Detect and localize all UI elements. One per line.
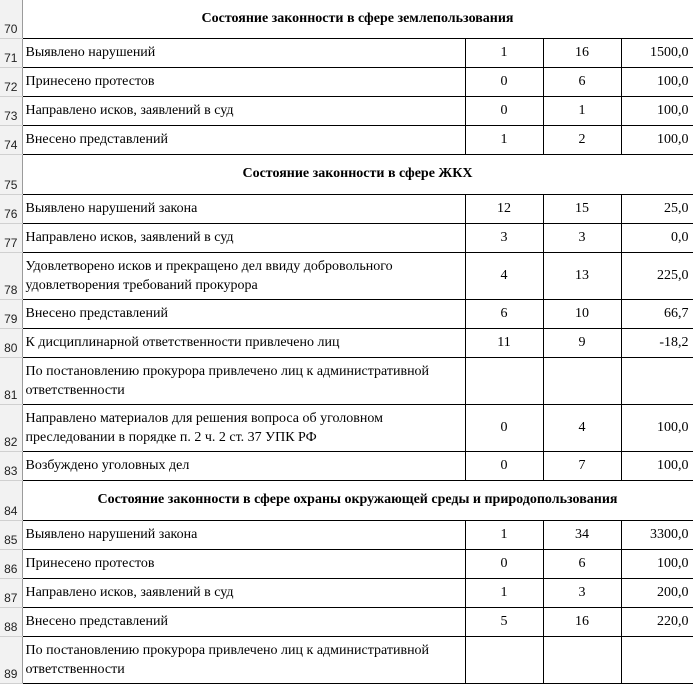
indicator-label-cell[interactable]: Выявлено нарушений закона	[22, 194, 465, 223]
current-period-value-cell[interactable]: 10	[543, 299, 621, 328]
change-percent-cell[interactable]: 100,0	[621, 549, 693, 578]
prev-period-value-cell[interactable]	[465, 636, 543, 683]
prev-period-value-cell[interactable]: 0	[465, 67, 543, 96]
row-number[interactable]: 84	[0, 480, 22, 520]
row-number[interactable]: 76	[0, 194, 22, 223]
indicator-label-cell[interactable]: Внесено представлений	[22, 125, 465, 154]
section-title[interactable]: Состояние законности в сфере охраны окружающей среды и природопользования	[22, 480, 693, 520]
table-row	[0, 194, 693, 223]
current-period-value-cell[interactable]: 34	[543, 520, 621, 549]
prev-period-value-cell[interactable]: 0	[465, 96, 543, 125]
table-row	[0, 328, 693, 357]
row-number[interactable]: 86	[0, 549, 22, 578]
row-number[interactable]: 79	[0, 299, 22, 328]
current-period-value-cell[interactable]: 3	[543, 223, 621, 252]
current-period-value-cell[interactable]: 16	[543, 607, 621, 636]
row-number[interactable]: 89	[0, 636, 22, 683]
indicator-label-cell[interactable]: Выявлено нарушений	[22, 38, 465, 67]
indicator-label-cell[interactable]: Внесено представлений	[22, 299, 465, 328]
change-percent-cell[interactable]	[621, 636, 693, 683]
change-percent-cell[interactable]: 66,7	[621, 299, 693, 328]
section-header-row	[0, 154, 693, 194]
prev-period-value-cell[interactable]: 1	[465, 38, 543, 67]
change-percent-cell[interactable]: 100,0	[621, 67, 693, 96]
current-period-value-cell[interactable]	[543, 357, 621, 404]
indicator-label-cell[interactable]: Удовлетворено исков и прекращено дел ввиду добровольного удовлетворения требований прокурора	[22, 252, 465, 299]
prev-period-value-cell[interactable]: 1	[465, 520, 543, 549]
table-row	[0, 607, 693, 636]
row-number[interactable]: 80	[0, 328, 22, 357]
indicator-label-cell[interactable]: Направлено материалов для решения вопроса об уголовном преследовании в порядке п. 2 ч. 2 ст. 37 УПК РФ	[22, 404, 465, 451]
row-number[interactable]: 75	[0, 154, 22, 194]
current-period-value-cell[interactable]: 2	[543, 125, 621, 154]
indicator-label-cell[interactable]: Направлено исков, заявлений в суд	[22, 578, 465, 607]
prev-period-value-cell[interactable]: 1	[465, 578, 543, 607]
current-period-value-cell[interactable]: 16	[543, 38, 621, 67]
table-row	[0, 38, 693, 67]
current-period-value-cell[interactable]: 3	[543, 578, 621, 607]
row-number[interactable]: 74	[0, 125, 22, 154]
table-row	[0, 578, 693, 607]
table-row	[0, 67, 693, 96]
indicator-label-cell[interactable]: Возбуждено уголовных дел	[22, 451, 465, 480]
current-period-value-cell[interactable]: 6	[543, 549, 621, 578]
prev-period-value-cell[interactable]: 3	[465, 223, 543, 252]
prev-period-value-cell[interactable]: 5	[465, 607, 543, 636]
table-row	[0, 96, 693, 125]
row-number[interactable]: 82	[0, 404, 22, 451]
change-percent-cell[interactable]: 100,0	[621, 404, 693, 451]
change-percent-cell[interactable]: 25,0	[621, 194, 693, 223]
row-number[interactable]: 88	[0, 607, 22, 636]
current-period-value-cell[interactable]: 15	[543, 194, 621, 223]
row-number[interactable]: 81	[0, 357, 22, 404]
section-header-row	[0, 480, 693, 520]
table-row	[0, 636, 693, 683]
prev-period-value-cell[interactable]: 11	[465, 328, 543, 357]
indicator-label-cell[interactable]: Принесено протестов	[22, 67, 465, 96]
current-period-value-cell[interactable]	[543, 636, 621, 683]
change-percent-cell[interactable]: 100,0	[621, 125, 693, 154]
table-row	[0, 520, 693, 549]
row-number[interactable]: 87	[0, 578, 22, 607]
change-percent-cell[interactable]: 200,0	[621, 578, 693, 607]
table-row	[0, 549, 693, 578]
row-number[interactable]: 73	[0, 96, 22, 125]
current-period-value-cell[interactable]: 13	[543, 252, 621, 299]
indicator-label-cell[interactable]: К дисциплинарной ответственности привлечено лиц	[22, 328, 465, 357]
indicator-label-cell[interactable]: Направлено исков, заявлений в суд	[22, 223, 465, 252]
row-number[interactable]: 77	[0, 223, 22, 252]
indicator-label-cell[interactable]: Выявлено нарушений закона	[22, 520, 465, 549]
table-row	[0, 299, 693, 328]
section-header-row	[0, 0, 693, 38]
section-title[interactable]: Состояние законности в сфере землепользования	[22, 0, 693, 38]
change-percent-cell[interactable]: -18,2	[621, 328, 693, 357]
current-period-value-cell[interactable]: 1	[543, 96, 621, 125]
current-period-value-cell[interactable]: 6	[543, 67, 621, 96]
table-row	[0, 357, 693, 404]
prev-period-value-cell[interactable]: 4	[465, 252, 543, 299]
row-number[interactable]: 72	[0, 67, 22, 96]
change-percent-cell[interactable]	[621, 357, 693, 404]
section-title[interactable]: Состояние законности в сфере ЖКХ	[22, 154, 693, 194]
change-percent-cell[interactable]: 225,0	[621, 252, 693, 299]
prev-period-value-cell[interactable]: 0	[465, 451, 543, 480]
indicator-label-cell[interactable]: По постановлению прокурора привлечено лиц к административной ответственности	[22, 357, 465, 404]
indicator-label-cell[interactable]: Внесено представлений	[22, 607, 465, 636]
table-row	[0, 451, 693, 480]
current-period-value-cell[interactable]: 4	[543, 404, 621, 451]
change-percent-cell[interactable]: 1500,0	[621, 38, 693, 67]
prev-period-value-cell[interactable]: 6	[465, 299, 543, 328]
prev-period-value-cell[interactable]: 1	[465, 125, 543, 154]
change-percent-cell[interactable]: 220,0	[621, 607, 693, 636]
change-percent-cell[interactable]: 0,0	[621, 223, 693, 252]
current-period-value-cell[interactable]: 9	[543, 328, 621, 357]
change-percent-cell[interactable]: 3300,0	[621, 520, 693, 549]
prev-period-value-cell[interactable]: 0	[465, 404, 543, 451]
row-number[interactable]: 71	[0, 38, 22, 67]
prev-period-value-cell[interactable]: 0	[465, 549, 543, 578]
table-row	[0, 223, 693, 252]
indicator-label-cell[interactable]: Принесено протестов	[22, 549, 465, 578]
table-row	[0, 125, 693, 154]
row-number[interactable]: 78	[0, 252, 22, 299]
indicator-label-cell[interactable]: По постановлению прокурора привлечено лиц к административной ответственности	[22, 636, 465, 683]
indicator-label-cell[interactable]: Направлено исков, заявлений в суд	[22, 96, 465, 125]
prev-period-value-cell[interactable]: 12	[465, 194, 543, 223]
change-percent-cell[interactable]: 100,0	[621, 451, 693, 480]
prev-period-value-cell[interactable]	[465, 357, 543, 404]
row-number[interactable]: 70	[0, 0, 22, 38]
change-percent-cell[interactable]: 100,0	[621, 96, 693, 125]
table-row	[0, 252, 693, 299]
row-number[interactable]: 85	[0, 520, 22, 549]
table-row	[0, 404, 693, 451]
row-number[interactable]: 83	[0, 451, 22, 480]
current-period-value-cell[interactable]: 7	[543, 451, 621, 480]
